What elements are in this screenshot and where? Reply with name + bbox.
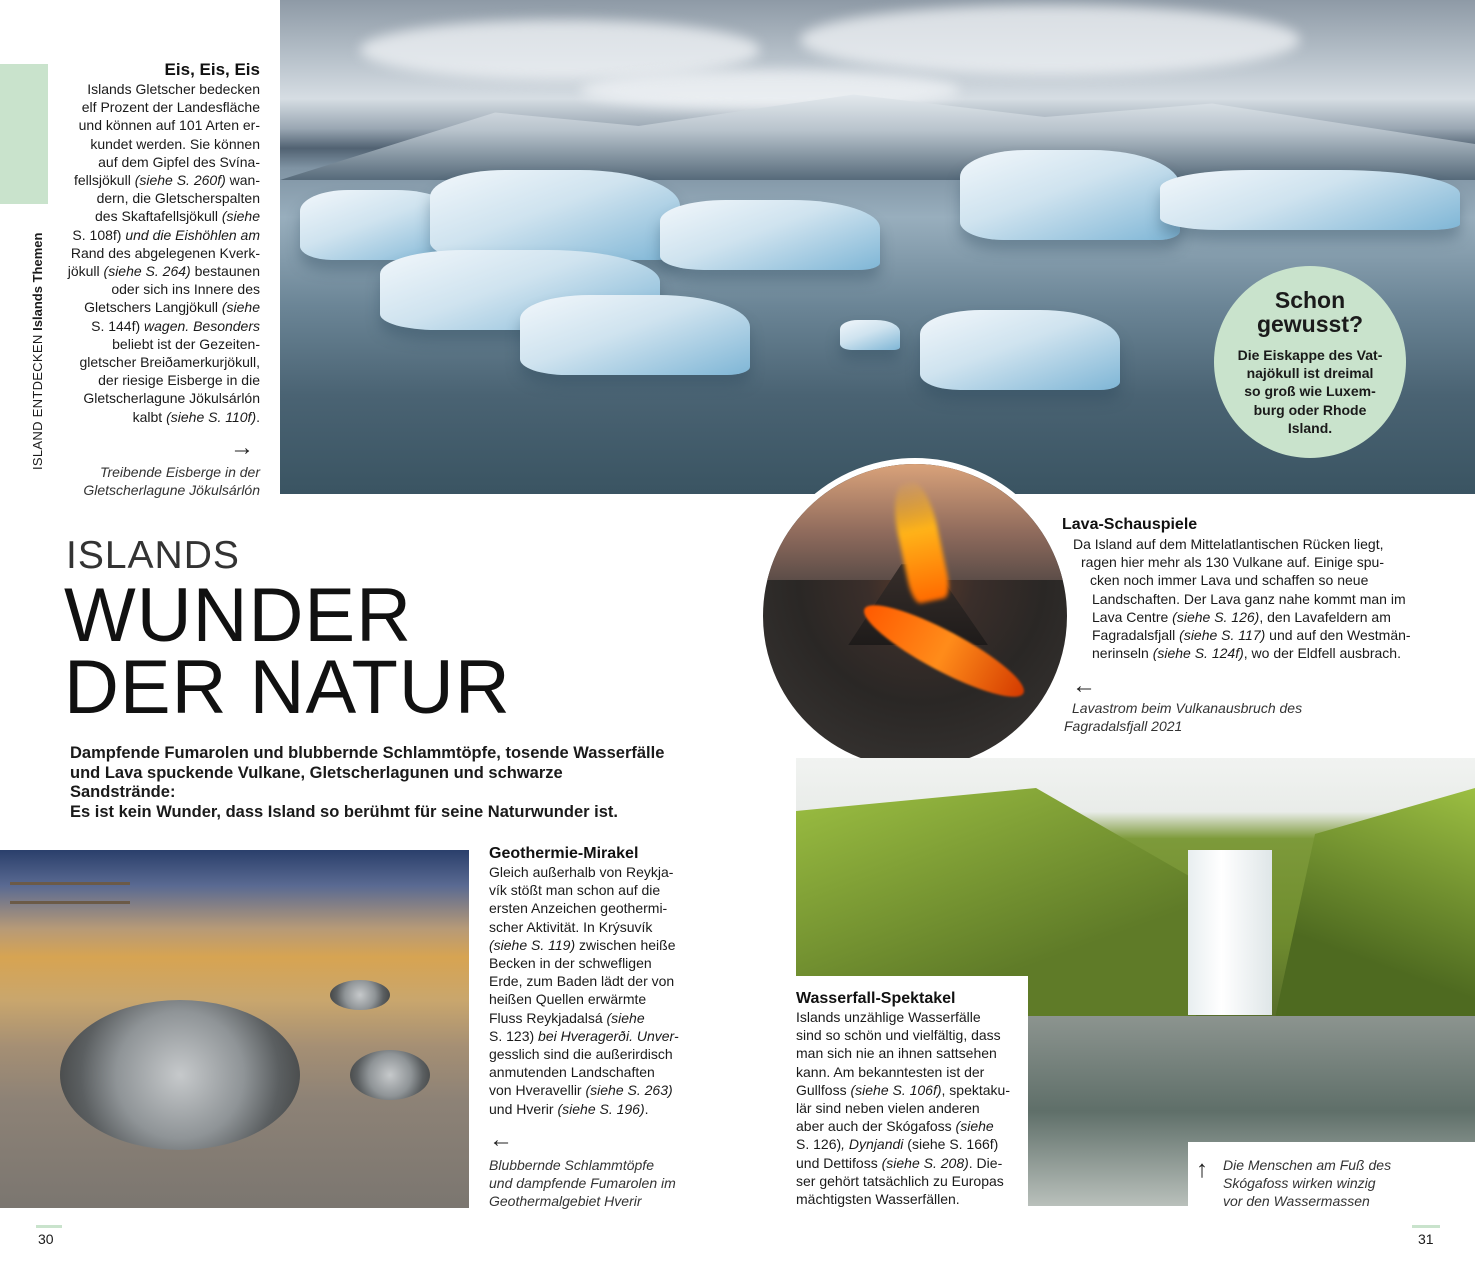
text-line: dern, die Gletscherspalten <box>96 190 260 207</box>
text-line: und dampfende Fumarolen im <box>489 1175 676 1191</box>
text-line: gletscher Breiðamerkurjökull, <box>79 354 260 371</box>
text-line: so groß wie Luxem- <box>1244 383 1376 400</box>
text-line: kundet werden. Sie können <box>90 135 260 152</box>
text-line: vor den Wassermassen <box>1223 1193 1370 1209</box>
arrow-up-icon: ↑ <box>1196 1156 1208 1183</box>
text-line: und Lava spuckende Vulkane, Gletscherlagunen und schwarze Sandstrände: <box>70 763 563 801</box>
geothermal-caption <box>489 1156 749 1210</box>
arrow-left-icon: ← <box>489 1126 513 1153</box>
text-line: aber auch der Skógafoss (siehe <box>796 1118 994 1135</box>
text-line: lär sind neben vielen anderen <box>796 1100 980 1117</box>
waterfall-text <box>796 1008 1028 1208</box>
section-label <box>28 210 48 470</box>
text-line: sind so schön und vielfältig, dass <box>796 1027 1001 1044</box>
text-line: Die Eiskappe des Vat- <box>1237 347 1383 363</box>
did-you-know-bubble <box>1214 266 1406 458</box>
text-line: und können auf 101 Arten er- <box>78 117 260 134</box>
text-line: Islands Gletscher bedecken <box>87 81 260 97</box>
text-line: Islands unzählige Wasserfälle <box>796 1009 981 1025</box>
text-line: Da Island auf dem Mittelatlantischen Rücken liegt, <box>1073 536 1384 552</box>
title-main-line1: WUNDER <box>64 573 412 658</box>
text-line: oder sich ins Innere des <box>111 281 260 298</box>
title-kicker: ISLANDS <box>66 534 240 577</box>
title-main-line2: DER NATUR <box>64 645 511 730</box>
lava-flow-photo <box>757 458 1073 774</box>
text-line: gewusst? <box>1256 311 1364 337</box>
section-name: ISLAND ENTDECKEN <box>30 334 45 470</box>
text-line: heißen Quellen erwärmte <box>489 991 647 1008</box>
text-line: Dampfende Fumarolen und blubbernde Schlammtöpfe, tosende Wasserfälle <box>70 744 665 762</box>
text-line: S. 126), Dynjandi (siehe S. 166f) <box>796 1136 999 1153</box>
lava-text <box>1062 535 1462 662</box>
text-line: man sich nie an ihnen sattsehen <box>796 1045 997 1062</box>
page-rule-right <box>1412 1225 1440 1228</box>
text-line: ragen hier mehr als 130 Vulkane auf. Einige spu- <box>1081 554 1384 571</box>
did-you-know-title <box>1214 288 1406 336</box>
text-line: Island. <box>1287 419 1333 436</box>
mud-pots-photo <box>0 850 469 1208</box>
lava-heading: Lava-Schauspiele <box>1062 516 1198 533</box>
text-line: beliebt ist der Gezeiten- <box>112 335 260 352</box>
glacier-caption <box>60 463 260 499</box>
text-line: Es ist kein Wunder, dass Island so berühmt für seine Naturwunder ist. <box>70 802 618 821</box>
text-line: Gletschers Langjökull (siehe <box>84 299 260 316</box>
text-line: Fagradalsfjall (siehe S. 117) und auf den Westmän- <box>1092 627 1411 644</box>
text-line: Landschaften. Der Lava ganz nahe kommt man im <box>1092 590 1406 607</box>
text-line: Die Menschen am Fuß des <box>1223 1157 1392 1173</box>
intro-text <box>70 744 670 822</box>
text-line: Treibende Eisberge in der <box>99 464 260 480</box>
chapter-name: Islands Themen <box>30 232 45 331</box>
text-line: Gleich außerhalb von Reykja- <box>489 864 674 880</box>
text-line: jökull (siehe S. 264) bestaunen <box>67 263 260 280</box>
text-line: Fluss Reykjadalsá (siehe <box>489 1009 645 1026</box>
text-line: ser gehört tatsächlich zu Europas <box>796 1172 1004 1189</box>
text-line: cken noch immer Lava und schaffen so neue <box>1090 572 1369 589</box>
text-line: Skógafoss wirken winzig <box>1223 1175 1376 1191</box>
text-line: scher Aktivität. In Krýsuvík <box>489 918 653 935</box>
text-line: Geothermalgebiet Hverir <box>489 1193 642 1209</box>
text-line: der riesige Eisberge in die <box>98 372 260 389</box>
text-line: Fagradalsfjall 2021 <box>1064 718 1183 734</box>
text-line: mächtigsten Wasserfällen. <box>796 1191 960 1208</box>
text-line: Lava Centre (siehe S. 126), den Lavafeldern am <box>1092 608 1391 625</box>
text-line: und Dettifoss (siehe S. 208). Die- <box>796 1154 1003 1171</box>
text-line: vík stößt man schon auf die <box>489 882 661 899</box>
text-line: najökull ist dreimal <box>1246 365 1374 382</box>
text-line: und Hverir (siehe S. 196). <box>489 1100 649 1117</box>
text-line: kann. Am bekanntesten ist der <box>796 1063 985 1080</box>
text-line: S. 108f) und die Eishöhlen am <box>72 226 260 243</box>
lava-caption <box>1064 699 1364 735</box>
text-line: S. 144f) wagen. Besonders <box>91 317 260 334</box>
text-line: Rand des abgelegenen Kverk- <box>70 244 260 261</box>
text-line: burg oder Rhode <box>1253 401 1367 418</box>
text-line: Gullfoss (siehe S. 106f), spektaku- <box>796 1081 1011 1098</box>
text-line: gesslich sind die außerirdisch <box>489 1046 673 1063</box>
text-line: fellsjökull (siehe S. 260f) wan- <box>74 172 260 189</box>
text-line: (siehe S. 119) zwischen heiße <box>489 936 676 953</box>
section-tab <box>0 64 48 204</box>
text-line: Lavastrom beim Vulkanausbruch des <box>1072 700 1303 716</box>
page-number-left: 30 <box>38 1231 54 1247</box>
text-line: von Hveravellir (siehe S. 263) <box>489 1082 673 1099</box>
text-line: Gletscherlagune Jökulsárlón <box>83 390 260 407</box>
text-line: elf Prozent der Landesfläche <box>81 99 260 116</box>
geothermal-text <box>489 863 749 1118</box>
waterfall-heading: Wasserfall-Spektakel <box>796 990 956 1007</box>
text-line: des Skaftafellsjökull (siehe <box>95 208 260 225</box>
text-line: Schon <box>1274 287 1346 313</box>
text-line: S. 123) bei Hveragerði. Unver- <box>489 1027 679 1044</box>
waterfall-caption <box>1223 1156 1463 1210</box>
text-line: Gletscherlagune Jökulsárlón <box>83 482 260 498</box>
geothermal-heading: Geothermie-Mirakel <box>489 845 639 862</box>
text-line: nerinseln (siehe S. 124f), wo der Eldfell ausbrach. <box>1092 645 1401 662</box>
text-line: auf dem Gipfel des Svína- <box>98 153 260 170</box>
glacier-heading: Eis, Eis, Eis <box>164 60 260 79</box>
text-line: Blubbernde Schlammtöpfe <box>489 1157 654 1173</box>
text-line: Erde, zum Baden lädt der von <box>489 973 675 990</box>
text-line: ersten Anzeichen geothermi- <box>489 900 668 917</box>
glacier-text <box>60 80 260 426</box>
did-you-know-text <box>1214 346 1406 437</box>
page-number-right: 31 <box>1418 1231 1434 1247</box>
text-line: kalbt (siehe S. 110f). <box>132 408 260 425</box>
text-line: Becken in der schwefligen <box>489 955 652 972</box>
page-rule-left <box>36 1225 62 1228</box>
arrow-right-icon: → <box>230 434 254 461</box>
text-line: anmutenden Landschaften <box>489 1064 655 1081</box>
arrow-left-icon: ← <box>1072 672 1096 699</box>
